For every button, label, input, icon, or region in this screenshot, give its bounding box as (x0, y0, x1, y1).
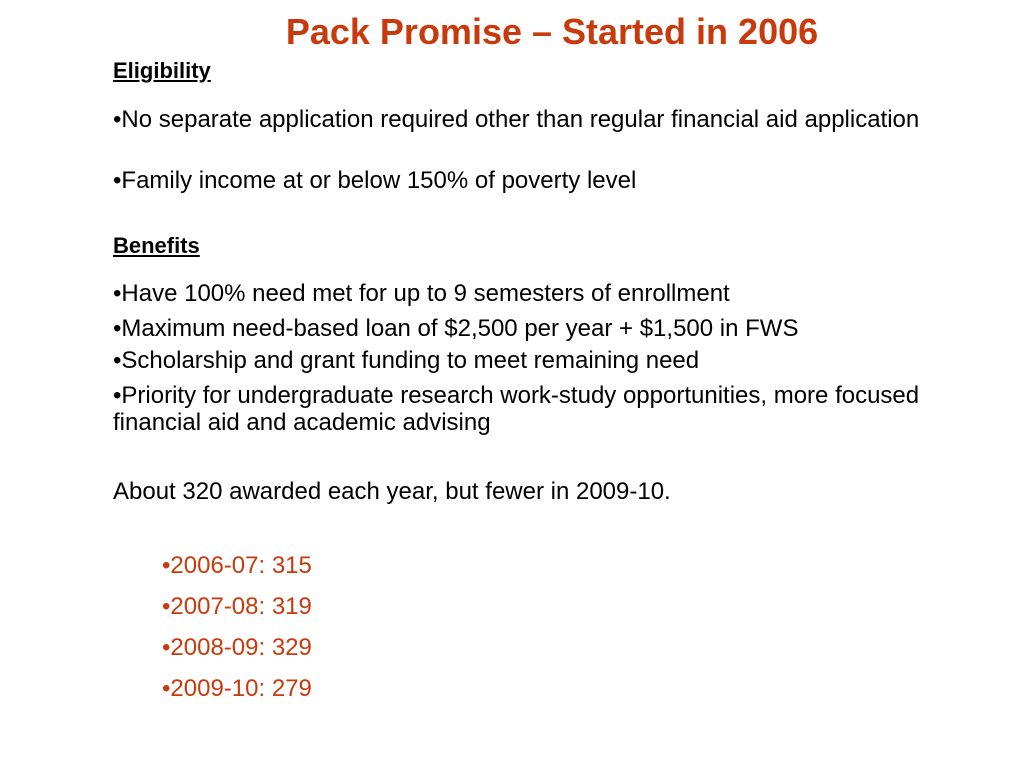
yearly-award-item: •2006-07: 315 (162, 552, 312, 579)
benefits-bullet: •Scholarship and grant funding to meet remaining need (113, 347, 700, 374)
benefits-bullet: •Priority for undergraduate research work-study opportunities, more focused financial aid and academic advising (113, 382, 920, 436)
eligibility-bullet: •No separate application required other than regular financial aid application (113, 106, 920, 133)
slide-title: Pack Promise – Started in 2006 (285, 11, 819, 52)
benefits-bullet: •Maximum need-based loan of $2,500 per year + $1,500 in FWS (113, 315, 799, 342)
yearly-award-item: •2008-09: 329 (162, 634, 312, 661)
benefits-bullet: •Have 100% need met for up to 9 semesters of enrollment (113, 280, 730, 307)
eligibility-heading: Eligibility (113, 58, 211, 83)
summary-text: About 320 awarded each year, but fewer in 2009-10. (113, 478, 671, 505)
benefits-heading: Benefits (113, 233, 200, 258)
eligibility-bullet: •Family income at or below 150% of poverty level (113, 167, 637, 194)
yearly-award-item: •2009-10: 279 (162, 675, 312, 702)
yearly-award-item: •2007-08: 319 (162, 593, 312, 620)
